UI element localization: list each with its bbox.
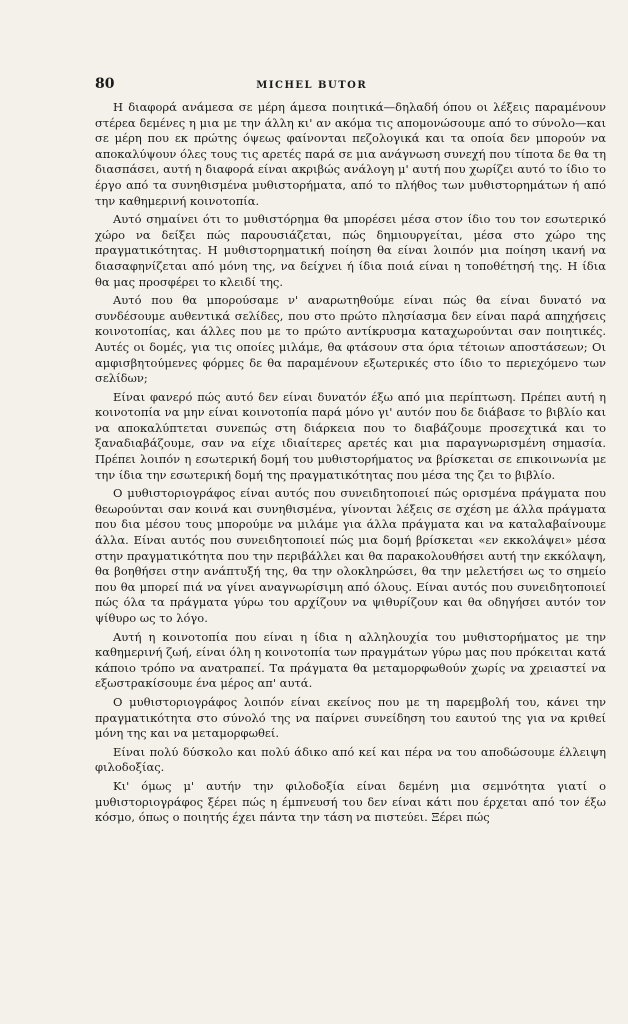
paragraph: Αυτό σημαίνει ότι το μυθιστόρημα θα μπορέσει μέσα στον ίδιο του τον εσωτερικό χώρο να δείξει πώς παρουσιάζεται, πώς δημιουργείται, μέσα στο χώρο της πραγματικότητας. Η μυθιστορηματική ποίηση θα είναι λοιπόν μια ποίηση ικανή να διασαφηνίζεται από μόνη της, να δείχνει ή ίδια ποιά είναι η τοποθέτησή της. Η ίδια θα μας προσφέρει το κλειδί της. (95, 212, 606, 289)
paragraph: Αυτή η κοινοτοπία που είναι η ίδια η αλληλουχία του μυθιστορήματος με την καθημερινή ζωή, είναι όλη η κοινοτοπία των πραγμάτων γύρω μας που πρόκειται κατά κάποιο τρόπο να ανατραπεί. Τα πράγματα θα μεταμορφωθούν χωρίς να χρειαστεί να εξωστρακίσουμε ένα μέρος απ' αυτά. (95, 629, 606, 691)
paragraph: Κι' όμως μ' αυτήν την φιλοδοξία είναι δεμένη μια σεμνότητα γιατί ο μυθιστοριογράφος ξέρει πώς η έμπνευσή του δεν είναι κάτι που έρχεται από τον έξω κόσμο, όπως ο ποιητής έχει πάντα την τάση να πιστεύει. Ξέρει πώς (95, 778, 606, 825)
page-body (95, 100, 606, 984)
paragraph: Ο μυθιστοριογράφος λοιπόν είναι εκείνος που με τη παρεμβολή του, κάνει την πραγματικότητα στο σύνολό της να παίρνει συνείδηση του εαυτού της για να κριθεί μόνη της και να μεταμορφωθεί. (95, 694, 606, 741)
paragraph: Η διαφορά ανάμεσα σε μέρη άμεσα ποιητικά—δηλαδή όπου οι λέξεις παραμένουν στέρεα δεμένες η μια με την άλλη κι' αν ακόμα τις απομονώσουμε από το σύνολο—και σε μέρη που εκ πρώτης όψεως φαίνονται πεζολογικά και τα οποία δεν μπορούν να αποκαλύψουν όλες τους τις αρετές παρά σε μια ανάγνωση συνεχή που τίποτα δε θα τη διασπάσει, αυτή η διαφορά είναι ακριβώς ανάλογη μ' αυτή που χωρίζει αυτό το ίδιο το έργο από τα συνηθισμένα μυθιστορήματα, από το πλήθος των μυθιστορημάτων ή από την καθημερινή κοινοτοπία. (95, 100, 606, 208)
paragraph: Αυτό που θα μπορούσαμε ν' αναρωτηθούμε είναι πώς θα είναι δυνατό να συνδέσουμε αυθεντικά σελίδες, που στο πρώτο πλησίασμα δεν είναι παρά απηχήσεις κοινοτοπίας, και άλλες που με το πρώτο αντίκρυσμα καταχωρούνται σαν ποιητικές. Αυτές οι δομές, για τις οποίες μιλάμε, θα φτάσουν στα όρια τέτοιων αποστάσεων; Οι αμφισβητούμενες φόρμες δε θα παραμένουν εξωτερικές στο ίδιο το περιεχόμενο των σελίδων; (95, 293, 606, 386)
running-title: MICHEL BUTOR (256, 80, 368, 91)
paragraph: Ο μυθιστοριογράφος είναι αυτός που συνειδητοποιεί πώς ορισμένα πράγματα που θεωρούνται σαν κοινά και συνηθισμένα, γίνονται λέξεις σε σχέση με άλλα πράγματα που δια μέσου τους μπορούμε να μιλάμε για άλλα πράγματα και να καταλαβαίνουμε άλλα. Είναι αυτός που συνειδητοποιεί πώς μια δομή βρίσκεται «εν εκκολάψει» μέσα στην πραγματικότητα που την περιβάλλει και θα παρακολουθήσει αυτή την εκκόλαψη, θα βοηθήσει στην ανάπτυξή της, θα την ολοκληρώσει, θα την μελετήσει ως το σημείο που θα μπορεί πιά να γίνει αναγνωρίσιμη από όλους. Είναι αυτός που συνειδητοποιεί πώς όλα τα πράγματα γύρω του αρχίζουν να ψιθυρίζουν και θα οδηγήσει αυτόν τον ψίθυρο ως το λόγο. (95, 486, 606, 625)
paragraph: Είναι φανερό πώς αυτό δεν είναι δυνατόν έξω από μια περίπτωση. Πρέπει αυτή η κοινοτοπία να μην είναι κοινοτοπία παρά μόνο γι' αυτόν που δε διάβασε το βιβλίο και να αποκαλύπτεται συνεπώς στη διάρκεια που το διαβάζουμε προσεχτικά και το ξαναδιαβάζουμε, σαν να είχε ιδιαίτερες αρετές και μια παραγνωρισμένη σημασία. Πρέπει λοιπόν η εσωτερική δομή του μυθιστορήματος να βρίσκεται σε επικοινωνία με την ίδια την εσωτερική δομή της πραγματικότητας που μέσα της ζει το βιβλίο. (95, 389, 606, 482)
page-number: 80 (95, 76, 115, 92)
page-header (95, 76, 533, 92)
paragraph: Είναι πολύ δύσκολο και πολύ άδικο από κεί και πέρα να του αποδώσουμε έλλειψη φιλοδοξίας. (95, 744, 606, 775)
